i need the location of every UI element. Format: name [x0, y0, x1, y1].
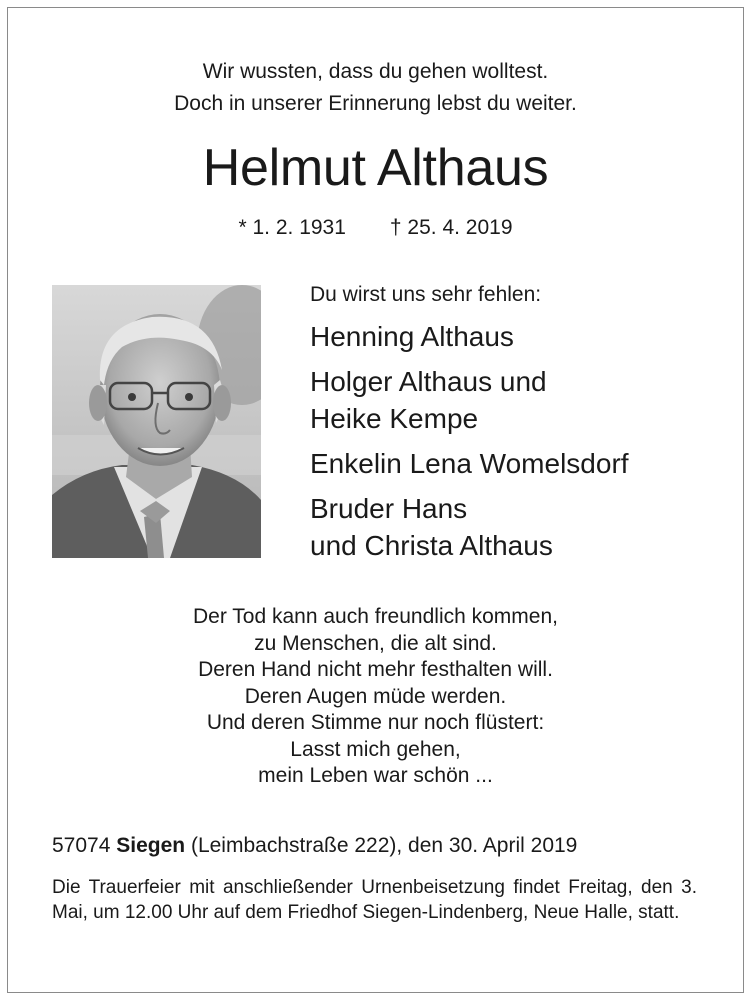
portrait-photo [52, 285, 261, 558]
address-date: (Leimbachstraße 222), den 30. April 2019 [190, 834, 578, 857]
motto-line: Doch in unserer Erinnerung lebst du weiter. [174, 92, 577, 115]
poem-line: Deren Augen müde werden. [244, 684, 507, 708]
city: Siegen [116, 834, 186, 857]
poem-line: Und deren Stimme nur noch flüstert: [206, 711, 545, 734]
mourner-group [310, 363, 730, 437]
place-and-date [52, 832, 577, 860]
mourners-intro: Du wirst uns sehr fehlen: [310, 283, 542, 306]
poem-line: mein Leben war schön ... [258, 764, 493, 787]
mourner-name: Holger Althaus und [310, 366, 547, 397]
mourner-group [310, 445, 730, 482]
ceremony-info: Die Trauerfeier mit anschließender Urnenbeisetzung findet Freitag, den 3. Mai, um 12.00 Uhr auf dem Friedhof Siegen-Lindenberg, Neue Halle, statt. [52, 877, 697, 923]
poem-line: Der Tod kann auch freundlich kommen, [193, 605, 558, 628]
mourner-name: Heike Kempe [310, 403, 479, 434]
life-dates [0, 214, 751, 242]
poem-line: Lasst mich gehen, [290, 737, 461, 761]
mourner-group [310, 490, 730, 564]
poem-line: zu Menschen, die alt sind. [254, 631, 497, 655]
mourner-name: und Christa Althaus [310, 530, 553, 561]
mourner-name: Henning Althaus [310, 321, 514, 352]
poem [0, 604, 751, 790]
deceased-name: Helmut Althaus [202, 139, 549, 197]
mourner-name: Bruder Hans [310, 493, 468, 524]
mourners-block [310, 280, 730, 572]
mourner-group [310, 318, 730, 355]
motto [0, 56, 751, 120]
postcode: 57074 [52, 834, 111, 857]
mourner-name: Enkelin Lena Womelsdorf [310, 448, 629, 479]
poem-line: Deren Hand nicht mehr festhalten will. [198, 658, 553, 681]
motto-line: Wir wussten, dass du gehen wolltest. [202, 60, 549, 83]
mourner-names [310, 318, 730, 564]
death-date: † 25. 4. 2019 [389, 216, 513, 239]
birth-date: * 1. 2. 1931 [238, 216, 346, 239]
